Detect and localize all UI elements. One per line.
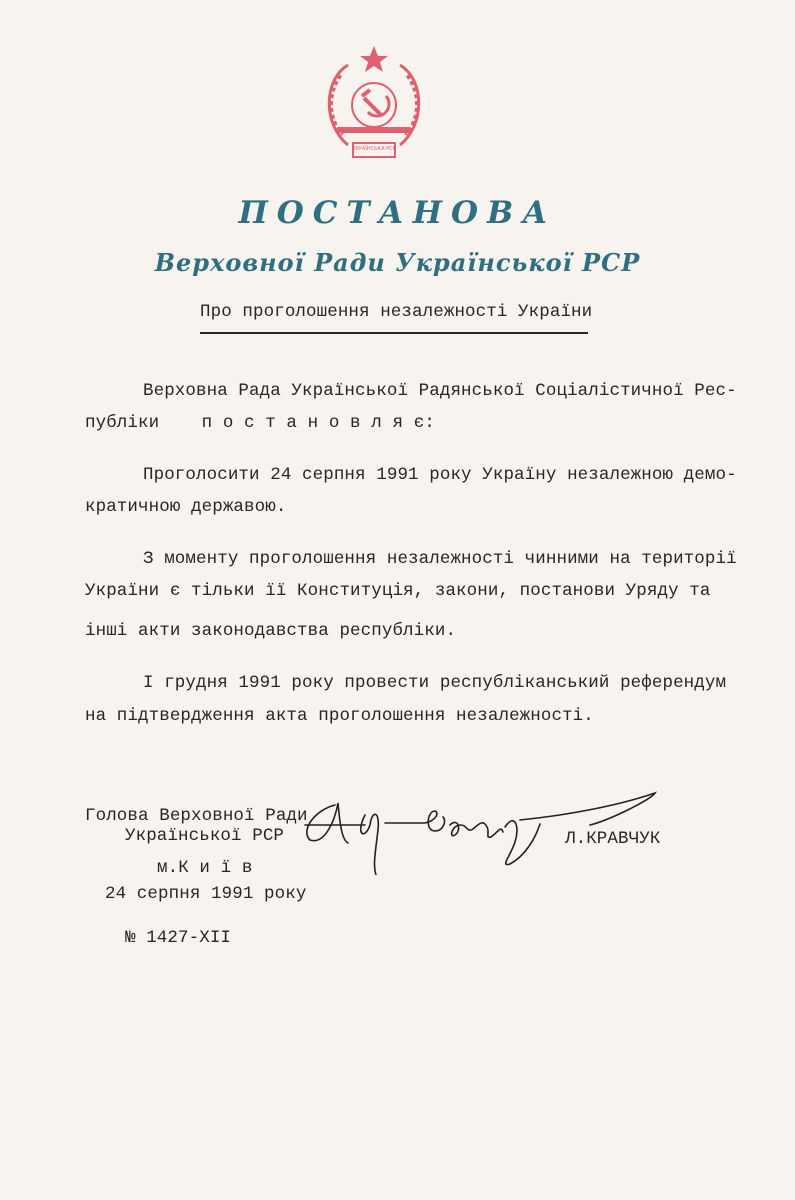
heading-underline (200, 332, 588, 334)
signatory-position: Української РСР (125, 826, 285, 846)
signatory-position: Голова Верховної Ради (85, 806, 308, 826)
body-line: на підтвердження акта проголошення незалежності. (85, 706, 594, 726)
handwritten-signature-icon (290, 785, 660, 875)
body-line: інші акти законодавства республіки. (85, 621, 457, 641)
signatory-name: Л.КРАВЧУК (565, 829, 661, 849)
state-emblem-icon (318, 40, 430, 165)
body-line: України є тільки її Конституція, закони, постанови Уряду та (85, 581, 711, 601)
place: м.К и ї в (157, 858, 253, 878)
body-line: Проголосити 24 серпня 1991 року Україну незалежною демо- (143, 465, 737, 485)
date: 24 серпня 1991 року (105, 884, 307, 904)
document-title: ПОСТАНОВА (238, 195, 557, 231)
body-line: З моменту проголошення незалежності чинними на території (143, 549, 737, 569)
body-line: кратичною державою. (85, 497, 287, 517)
body-line: Верховна Рада Української Радянської Соціалістичної Рес- (143, 381, 737, 401)
document-subtitle: Верховної Ради Української РСР (154, 248, 641, 277)
emblem-label: УКРАЇНСЬКА РСР (352, 146, 396, 152)
body-line: І грудня 1991 року провести республіканський референдум (143, 673, 727, 693)
document-heading: Про проголошення незалежності України (200, 302, 593, 322)
body-line: публіки п о с т а н о в л я є: (85, 413, 435, 433)
document-number: № 1427-ХІІ (125, 928, 232, 948)
